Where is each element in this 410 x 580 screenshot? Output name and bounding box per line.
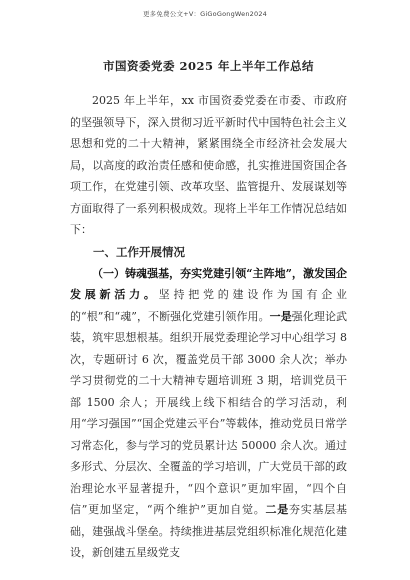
body-paragraph [70, 263, 347, 564]
point-label: 二是 [265, 503, 289, 516]
section-heading: 一、工作开展情况 [93, 244, 185, 259]
subsection-heading: （一）铸魂强基，夯实党建引领“主阵地”，激发国企发展新活力。 [70, 266, 347, 301]
document-body [70, 58, 347, 564]
paragraph-text: 夯实基层基础，建强战斗堡垒。持续推进基层党组织标准化规范化建设，新创建五星级党支 [70, 503, 348, 559]
point-label: 一是 [269, 309, 292, 323]
header-note: 更多免费公文+V：GiGoGongWen2024 [142, 10, 267, 18]
paragraph-text: 强化理论武装，筑牢思想根基。组织开展党委理论学习中心组学习 8 次，专题研讨 6 次，覆盖党员干部 3000 余人次；举办学习贯彻党的二十大精神专题培训班 3 期，培训党员干部 1500 余人；开展线上线下相结合的学习活动，利用“学习强国”“国企党建云平台”等载体，推动党员日常学习常态化，参与学习的党员累计达 50000 余人次。通过多形式、分层次、全覆盖的学习培训，广大党员干部的政治理论水平显著提升，“四个意识”更加牢固，“四个自信”更加坚定，“两个维护”更加自觉。 [70, 309, 348, 516]
page-title: 市国资委党委 2025 年上半年工作总结 [102, 59, 314, 73]
paragraph-text: 坚持把党的建设作为国有企业的“根”和“魂”，不断强化党建引领作用。 [70, 288, 348, 323]
intro-paragraph: 2025 年上半年，xx 市国资委党委在市委、市政府的坚强领导下，深入贯彻习近平新时代中国特色社会主义思想和党的二十大精神，紧紧围绕全市经济社会发展大局，以高度的政治责任感和使命感，扎实推进国资国企各项工作，在党建引领、改革攻坚、监管提升、发展谋划等方面取得了一系列积极成效。现将上半年工作情况总结如下： [70, 94, 347, 236]
